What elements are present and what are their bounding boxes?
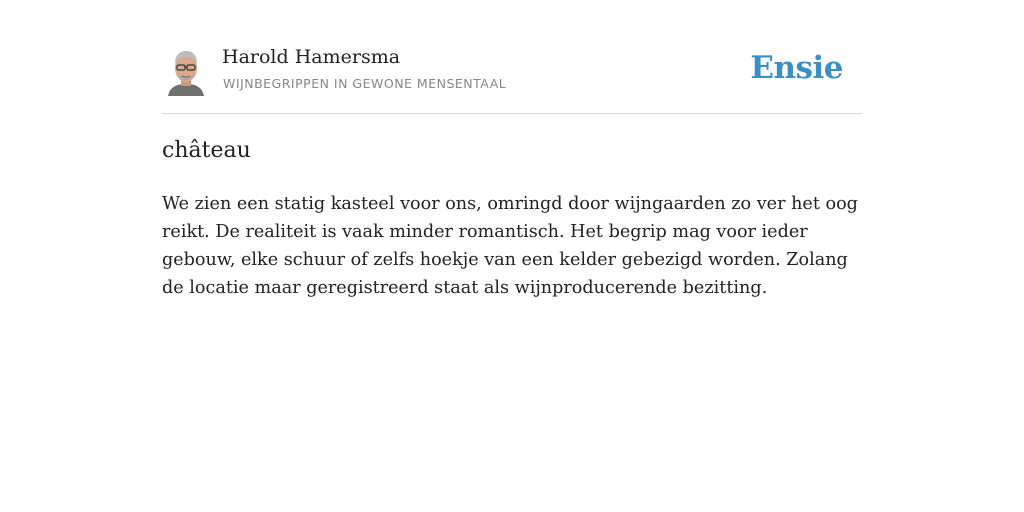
brand-logo[interactable]: Ensie — [750, 50, 843, 86]
author-avatar[interactable] — [164, 46, 208, 96]
author-name[interactable]: Harold Hamersma — [222, 46, 401, 68]
author-tagline: WIJNBEGRIPPEN IN GEWONE MENSENTAAL — [223, 76, 507, 91]
entry-body: We zien een statig kasteel voor ons, omringd door wijngaarden zo ver het oog reikt. De realiteit is vaak minder romantisch. Het begrip mag voor ieder gebouw, elke schuur of zelfs hoekje van een kelder gebezigd worden. Zolang de locatie maar geregistreerd staat als wijnproducerende bezitting. — [162, 194, 858, 298]
header — [162, 40, 862, 114]
entry-title: château — [162, 138, 251, 163]
